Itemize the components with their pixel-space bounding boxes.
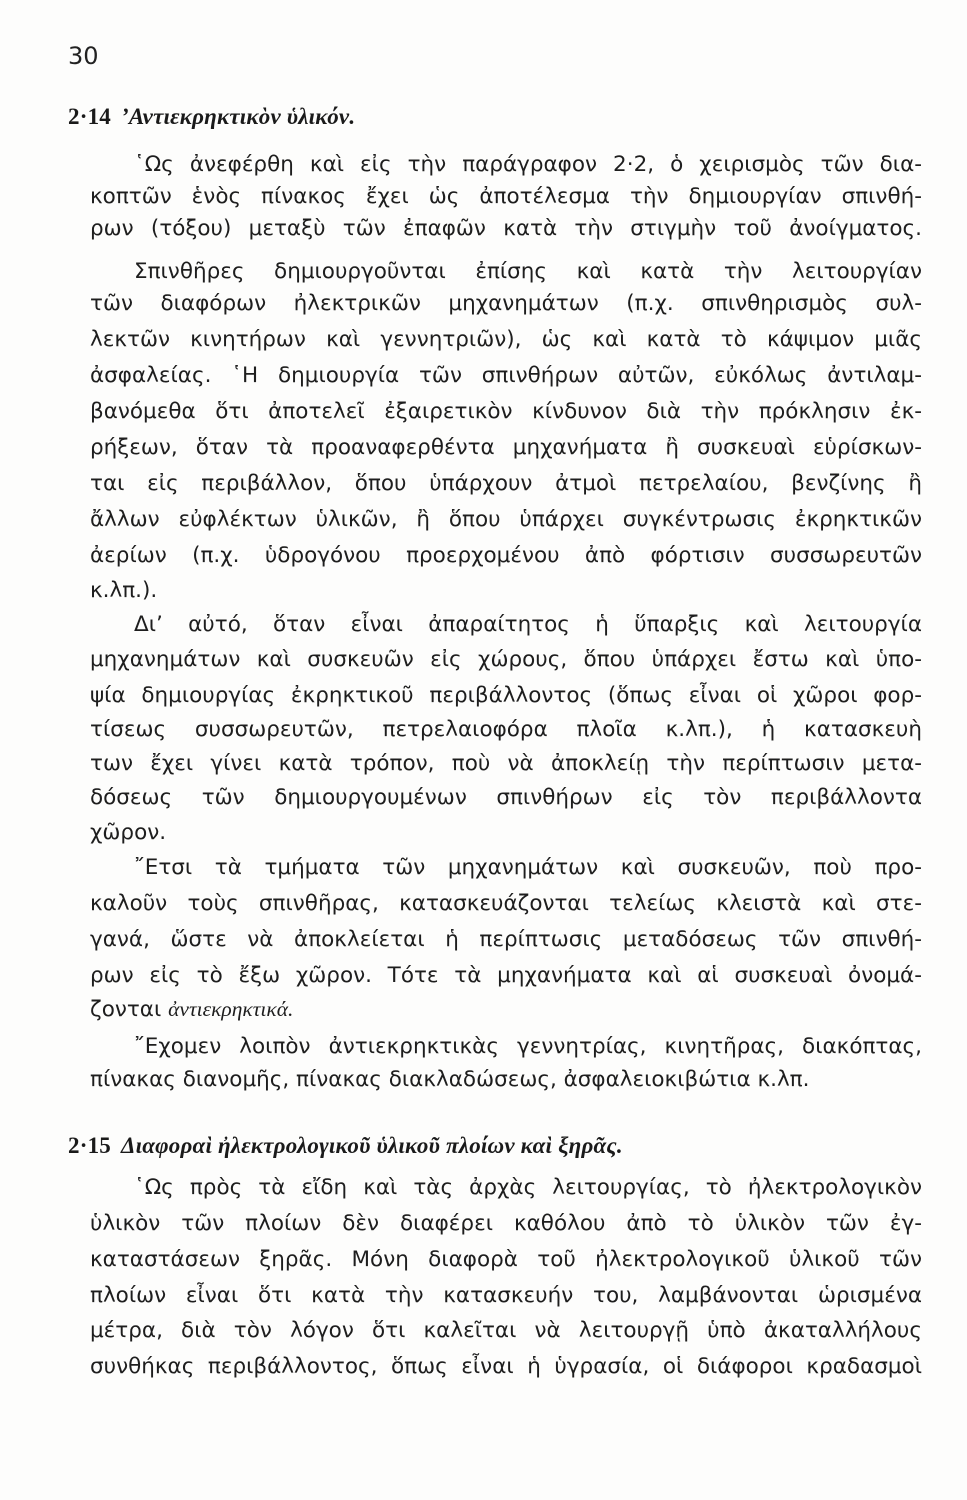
paragraph-line: Δι’ αὐτό, ὅταν εἶναι ἀπαραίτητος ἡ ὕπαρξις καὶ λειτουργία xyxy=(134,612,922,637)
section-heading-2-15 xyxy=(68,1133,623,1159)
paragraph-line: χῶρον. xyxy=(90,820,167,845)
paragraph-line: πίνακας διανομῆς, πίνακας διακλαδώσεως, ἀσφαλειοκιβώτια κ.λπ. xyxy=(90,1067,810,1092)
paragraph-line: λεκτῶν κινητήρων καὶ γεννητριῶν), ὡς καὶ κατὰ τὸ κάψιμον μιᾶς xyxy=(90,327,922,352)
paragraph-line: ῾Ως πρὸς τὰ εἴδη καὶ τὰς ἀρχὰς λειτουργίας, τὸ ἠλεκτρολογικὸν xyxy=(134,1175,922,1200)
section-heading-2-14 xyxy=(68,104,355,130)
section-number: 2·15 xyxy=(68,1133,111,1158)
paragraph-line: ὑλικὸν τῶν πλοίων δὲν διαφέρει καθόλου ἀπὸ τὸ ὑλικὸν τῶν ἐγ- xyxy=(90,1211,922,1236)
emphasized-term: ἀντιεκρηκτικά. xyxy=(168,997,294,1021)
paragraph-line: συνθήκας περιβάλλοντος, ὅπως εἶναι ἡ ὑγρασία, οἱ διάφοροι κραδασμοὶ xyxy=(90,1354,922,1379)
paragraph-line: κοπτῶν ἑνὸς πίνακος ἔχει ὡς ἀποτέλεσμα τὴν δημιουργίαν σπινθή- xyxy=(90,184,922,209)
paragraph-line: ρων εἰς τὸ ἔξω χῶρον. Τότε τὰ μηχανήματα καὶ αἱ συσκευαὶ ὀνομά- xyxy=(90,963,922,988)
paragraph-line: δόσεως τῶν δημιουργουμένων σπινθήρων εἰς τὸν περιβάλλοντα xyxy=(90,785,922,810)
line-text: ζονται xyxy=(90,997,162,1022)
paragraph-line: βανόμεθα ὅτι ἀποτελεῖ ἐξαιρετικὸν κίνδυνον διὰ τὴν πρόκλησιν ἐκ- xyxy=(90,399,922,424)
paragraph-line: πλοίων εἶναι ὅτι κατὰ τὴν κατασκευήν του, λαμβάνονται ὡρισμένα xyxy=(90,1283,922,1308)
paragraph-line xyxy=(90,993,922,1026)
page-number: 30 xyxy=(68,42,99,70)
paragraph-line: Σπινθῆρες δημιουργοῦνται ἐπίσης καὶ κατὰ τὴν λειτουργίαν xyxy=(134,259,922,284)
paragraph-line: τίσεως συσσωρευτῶν, πετρελαιοφόρα πλοῖα κ.λπ.), ἡ κατασκευὴ xyxy=(90,717,922,742)
paragraph-line: ῎Εχομεν λοιπὸν ἀντιεκρηκτικὰς γεννητρίας, κινητῆρας, διακόπτας, xyxy=(134,1034,922,1059)
paragraph-line: ται εἰς περιβάλλον, ὅπου ὑπάρχουν ἀτμοὶ πετρελαίου, βενζίνης ἢ xyxy=(90,471,922,496)
paragraph-line: ρήξεων, ὅταν τὰ προαναφερθέντα μηχανήματα ἢ συσκευαὶ εὑρίσκων- xyxy=(90,435,922,460)
paragraph-line: ἀερίων (π.χ. ὑδρογόνου προερχομένου ἀπὸ φόρτισιν συσσωρευτῶν xyxy=(90,543,922,568)
paragraph-line: μέτρα, διὰ τὸν λόγον ὅτι καλεῖται νὰ λειτουργῇ ὑπὸ ἀκαταλλήλους xyxy=(90,1318,922,1343)
paragraph-line: ἄλλων εὐφλέκτων ὑλικῶν, ἢ ὅπου ὑπάρχει συγκέντρωσις ἐκρηκτικῶν xyxy=(90,507,922,532)
paragraph-line: τῶν διαφόρων ἠλεκτρικῶν μηχανημάτων (π.χ. σπινθηρισμὸς συλ- xyxy=(90,291,922,316)
paragraph-line: γανά, ὥστε νὰ ἀποκλείεται ἡ περίπτωσις μεταδόσεως τῶν σπινθή- xyxy=(90,927,922,952)
paragraph-line: καταστάσεων ξηρᾶς. Μόνη διαφορὰ τοῦ ἠλεκτρολογικοῦ ὑλικοῦ τῶν xyxy=(90,1247,922,1272)
paragraph-line: ψία δημιουργίας ἐκρηκτικοῦ περιβάλλοντος (ὅπως εἶναι οἱ χῶροι φορ- xyxy=(90,683,922,708)
paragraph-line: ῾Ως ἀνεφέρθη καὶ εἰς τὴν παράγραφον 2·2, ὁ χειρισμὸς τῶν δια- xyxy=(134,152,922,177)
paragraph-line: κ.λπ.). xyxy=(90,578,158,603)
paragraph-line: καλοῦν τοὺς σπινθῆρας, κατασκευάζονται τελείως κλειστὰ καὶ στε- xyxy=(90,891,922,916)
paragraph-line: μηχανημάτων καὶ συσκευῶν εἰς χώρους, ὅπου ὑπάρχει ἔστω καὶ ὑπο- xyxy=(90,647,922,672)
paragraph-line: των ἔχει γίνει κατὰ τρόπον, ποὺ νὰ ἀποκλείῃ τὴν περίπτωσιν μετα- xyxy=(90,751,922,776)
section-title: ’Αντιεκρηκτικὸν ὑλικόν. xyxy=(120,104,356,129)
paragraph-line: ρων (τόξου) μεταξὺ τῶν ἐπαφῶν κατὰ τὴν στιγμὴν τοῦ ἀνοίγματος. xyxy=(90,216,922,241)
section-title: Διαφοραὶ ἠλεκτρολογικοῦ ὑλικοῦ πλοίων καὶ ξηρᾶς. xyxy=(120,1133,623,1158)
paragraph-line: ῎Ετσι τὰ τμήματα τῶν μηχανημάτων καὶ συσκευῶν, ποὺ προ- xyxy=(134,855,922,880)
section-number: 2·14 xyxy=(68,104,111,129)
paragraph-line: ἀσφαλείας. ῾Η δημιουργία τῶν σπινθήρων αὐτῶν, εὐκόλως ἀντιλαμ- xyxy=(90,363,922,388)
